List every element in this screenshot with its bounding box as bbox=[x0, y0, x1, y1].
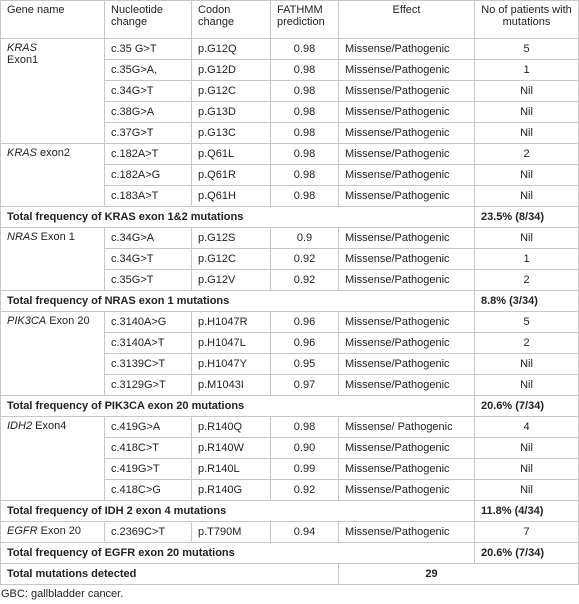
codon-change-cell: p.G12V bbox=[192, 270, 271, 291]
codon-change-cell: p.H1047R bbox=[192, 312, 271, 333]
gene-name-cell bbox=[1, 312, 105, 396]
fathmm-cell: 0.9 bbox=[271, 228, 339, 249]
codon-change-cell: p.R140Q bbox=[192, 417, 271, 438]
footnote: GBC: gallbladder cancer. bbox=[1, 588, 124, 600]
effect-cell: Missense/ Pathogenic bbox=[339, 417, 475, 438]
total-frequency-value: 20.6% (7/34) bbox=[475, 396, 579, 417]
gene-name-cell bbox=[1, 522, 105, 543]
patients-cell: Nil bbox=[475, 375, 579, 396]
patients-cell: 1 bbox=[475, 60, 579, 81]
nucleotide-change-cell: c.3139C>T bbox=[105, 354, 192, 375]
gene-exon: Exon4 bbox=[35, 420, 67, 432]
nucleotide-change-cell: c.34G>T bbox=[105, 81, 192, 102]
nucleotide-change-cell: c.419G>T bbox=[105, 459, 192, 480]
effect-cell: Missense/Pathogenic bbox=[339, 459, 475, 480]
fathmm-cell: 0.98 bbox=[271, 144, 339, 165]
gene-exon: Exon1 bbox=[7, 54, 39, 66]
gene-symbol: KRAS bbox=[7, 147, 37, 159]
codon-change-cell: p.G12Q bbox=[192, 39, 271, 60]
effect-cell: Missense/Pathogenic bbox=[339, 522, 475, 543]
fathmm-cell: 0.98 bbox=[271, 81, 339, 102]
effect-cell: Missense/Pathogenic bbox=[339, 312, 475, 333]
effect-cell: Missense/Pathogenic bbox=[339, 270, 475, 291]
total-frequency-row bbox=[1, 543, 579, 564]
patients-cell: 2 bbox=[475, 333, 579, 354]
fathmm-cell: 0.92 bbox=[271, 480, 339, 501]
nucleotide-change-cell: c.183A>T bbox=[105, 186, 192, 207]
effect-cell: Missense/Pathogenic bbox=[339, 165, 475, 186]
total-frequency-row bbox=[1, 396, 579, 417]
total-frequency-value: 11.8% (4/34) bbox=[475, 501, 579, 522]
codon-change-cell: p.R140W bbox=[192, 438, 271, 459]
table-row bbox=[1, 228, 579, 249]
patients-cell: Nil bbox=[475, 438, 579, 459]
gene-exon: Exon 20 bbox=[49, 315, 90, 327]
codon-change-cell: p.G12C bbox=[192, 81, 271, 102]
patients-cell: Nil bbox=[475, 459, 579, 480]
effect-cell: Missense/Pathogenic bbox=[339, 354, 475, 375]
codon-change-cell: p.R140G bbox=[192, 480, 271, 501]
gene-name-cell bbox=[1, 39, 105, 144]
effect-cell: Missense/Pathogenic bbox=[339, 102, 475, 123]
patients-cell: 4 bbox=[475, 417, 579, 438]
total-frequency-label: Total frequency of EGFR exon 20 mutations bbox=[1, 543, 475, 564]
effect-cell: Missense/Pathogenic bbox=[339, 480, 475, 501]
patients-cell: Nil bbox=[475, 165, 579, 186]
fathmm-cell: 0.98 bbox=[271, 123, 339, 144]
effect-cell: Missense/Pathogenic bbox=[339, 186, 475, 207]
grand-total-value: 29 bbox=[339, 564, 579, 585]
patients-cell: Nil bbox=[475, 81, 579, 102]
header-codon-change: Codon change bbox=[192, 1, 271, 39]
codon-change-cell: p.G12D bbox=[192, 60, 271, 81]
patients-cell: Nil bbox=[475, 186, 579, 207]
table-row bbox=[1, 312, 579, 333]
total-frequency-label: Total frequency of PIK3CA exon 20 mutations bbox=[1, 396, 475, 417]
fathmm-cell: 0.92 bbox=[271, 270, 339, 291]
gene-symbol: KRAS bbox=[7, 42, 37, 54]
effect-cell: Missense/Pathogenic bbox=[339, 144, 475, 165]
total-frequency-value: 8.8% (3/34) bbox=[475, 291, 579, 312]
total-frequency-label: Total frequency of IDH 2 exon 4 mutations bbox=[1, 501, 475, 522]
patients-cell: Nil bbox=[475, 228, 579, 249]
table-row bbox=[1, 144, 579, 165]
total-frequency-row bbox=[1, 207, 579, 228]
fathmm-cell: 0.96 bbox=[271, 312, 339, 333]
header-patients: No of patients with mutations bbox=[475, 1, 579, 39]
effect-cell: Missense/Pathogenic bbox=[339, 123, 475, 144]
total-frequency-row bbox=[1, 501, 579, 522]
patients-cell: Nil bbox=[475, 354, 579, 375]
header-gene-name: Gene name bbox=[1, 1, 105, 39]
header-fathmm: FATHMM prediction bbox=[271, 1, 339, 39]
effect-cell: Missense/Pathogenic bbox=[339, 438, 475, 459]
fathmm-cell: 0.97 bbox=[271, 375, 339, 396]
nucleotide-change-cell: c.3140A>G bbox=[105, 312, 192, 333]
gene-symbol: PIK3CA bbox=[7, 315, 47, 327]
nucleotide-change-cell: c.37G>T bbox=[105, 123, 192, 144]
effect-cell: Missense/Pathogenic bbox=[339, 249, 475, 270]
gene-exon: exon2 bbox=[40, 147, 71, 159]
nucleotide-change-cell: c.418C>G bbox=[105, 480, 192, 501]
gene-name-cell bbox=[1, 417, 105, 501]
gene-name-cell bbox=[1, 144, 105, 207]
patients-cell: Nil bbox=[475, 480, 579, 501]
header-effect: Effect bbox=[339, 1, 475, 39]
header-nucleotide-change: Nucleotide change bbox=[105, 1, 192, 39]
patients-cell: 2 bbox=[475, 270, 579, 291]
gene-name-cell bbox=[1, 228, 105, 291]
total-frequency-value: 23.5% (8/34) bbox=[475, 207, 579, 228]
total-frequency-label: Total frequency of NRAS exon 1 mutations bbox=[1, 291, 475, 312]
total-frequency-row bbox=[1, 291, 579, 312]
table-row bbox=[1, 417, 579, 438]
nucleotide-change-cell: c.418C>T bbox=[105, 438, 192, 459]
gene-exon: Exon 20 bbox=[40, 525, 81, 537]
effect-cell: Missense/Pathogenic bbox=[339, 39, 475, 60]
fathmm-cell: 0.95 bbox=[271, 354, 339, 375]
fathmm-cell: 0.96 bbox=[271, 333, 339, 354]
nucleotide-change-cell: c.419G>A bbox=[105, 417, 192, 438]
gene-exon: Exon 1 bbox=[40, 231, 75, 243]
table-body bbox=[1, 39, 579, 585]
nucleotide-change-cell: c.182A>T bbox=[105, 144, 192, 165]
fathmm-cell: 0.98 bbox=[271, 417, 339, 438]
nucleotide-change-cell: c.182A>G bbox=[105, 165, 192, 186]
codon-change-cell: p.G12C bbox=[192, 249, 271, 270]
codon-change-cell: p.G12S bbox=[192, 228, 271, 249]
gene-symbol: EGFR bbox=[7, 525, 38, 537]
patients-cell: Nil bbox=[475, 102, 579, 123]
fathmm-cell: 0.90 bbox=[271, 438, 339, 459]
codon-change-cell: p.G13C bbox=[192, 123, 271, 144]
fathmm-cell: 0.94 bbox=[271, 522, 339, 543]
codon-change-cell: p.T790M bbox=[192, 522, 271, 543]
codon-change-cell: p.Q61H bbox=[192, 186, 271, 207]
effect-cell: Missense/Pathogenic bbox=[339, 60, 475, 81]
codon-change-cell: p.Q61R bbox=[192, 165, 271, 186]
effect-cell: Missense/Pathogenic bbox=[339, 375, 475, 396]
nucleotide-change-cell: c.2369C>T bbox=[105, 522, 192, 543]
nucleotide-change-cell: c.34G>T bbox=[105, 249, 192, 270]
nucleotide-change-cell: c.35G>A, bbox=[105, 60, 192, 81]
fathmm-cell: 0.98 bbox=[271, 39, 339, 60]
total-frequency-label: Total frequency of KRAS exon 1&2 mutations bbox=[1, 207, 475, 228]
nucleotide-change-cell: c.35 G>T bbox=[105, 39, 192, 60]
nucleotide-change-cell: c.38G>A bbox=[105, 102, 192, 123]
codon-change-cell: p.H1047Y bbox=[192, 354, 271, 375]
gene-symbol: IDH2 bbox=[7, 420, 33, 432]
fathmm-cell: 0.99 bbox=[271, 459, 339, 480]
codon-change-cell: p.H1047L bbox=[192, 333, 271, 354]
patients-cell: Nil bbox=[475, 123, 579, 144]
effect-cell: Missense/Pathogenic bbox=[339, 333, 475, 354]
codon-change-cell: p.R140L bbox=[192, 459, 271, 480]
effect-cell: Missense/Pathogenic bbox=[339, 228, 475, 249]
fathmm-cell: 0.98 bbox=[271, 186, 339, 207]
total-frequency-value: 20.6% (7/34) bbox=[475, 543, 579, 564]
table-row bbox=[1, 39, 579, 60]
codon-change-cell: p.G13D bbox=[192, 102, 271, 123]
patients-cell: 1 bbox=[475, 249, 579, 270]
codon-change-cell: p.M1043I bbox=[192, 375, 271, 396]
codon-change-cell: p.Q61L bbox=[192, 144, 271, 165]
fathmm-cell: 0.98 bbox=[271, 165, 339, 186]
gene-symbol: NRAS bbox=[7, 231, 38, 243]
grand-total-row bbox=[1, 564, 579, 585]
fathmm-cell: 0.92 bbox=[271, 249, 339, 270]
patients-cell: 7 bbox=[475, 522, 579, 543]
header-row bbox=[1, 1, 579, 39]
grand-total-label: Total mutations detected bbox=[1, 564, 339, 585]
nucleotide-change-cell: c.35G>T bbox=[105, 270, 192, 291]
fathmm-cell: 0.98 bbox=[271, 102, 339, 123]
patients-cell: 5 bbox=[475, 39, 579, 60]
nucleotide-change-cell: c.34G>A bbox=[105, 228, 192, 249]
nucleotide-change-cell: c.3129G>T bbox=[105, 375, 192, 396]
nucleotide-change-cell: c.3140A>T bbox=[105, 333, 192, 354]
effect-cell: Missense/Pathogenic bbox=[339, 81, 475, 102]
fathmm-cell: 0.98 bbox=[271, 60, 339, 81]
patients-cell: 2 bbox=[475, 144, 579, 165]
patients-cell: 5 bbox=[475, 312, 579, 333]
table-row bbox=[1, 522, 579, 543]
